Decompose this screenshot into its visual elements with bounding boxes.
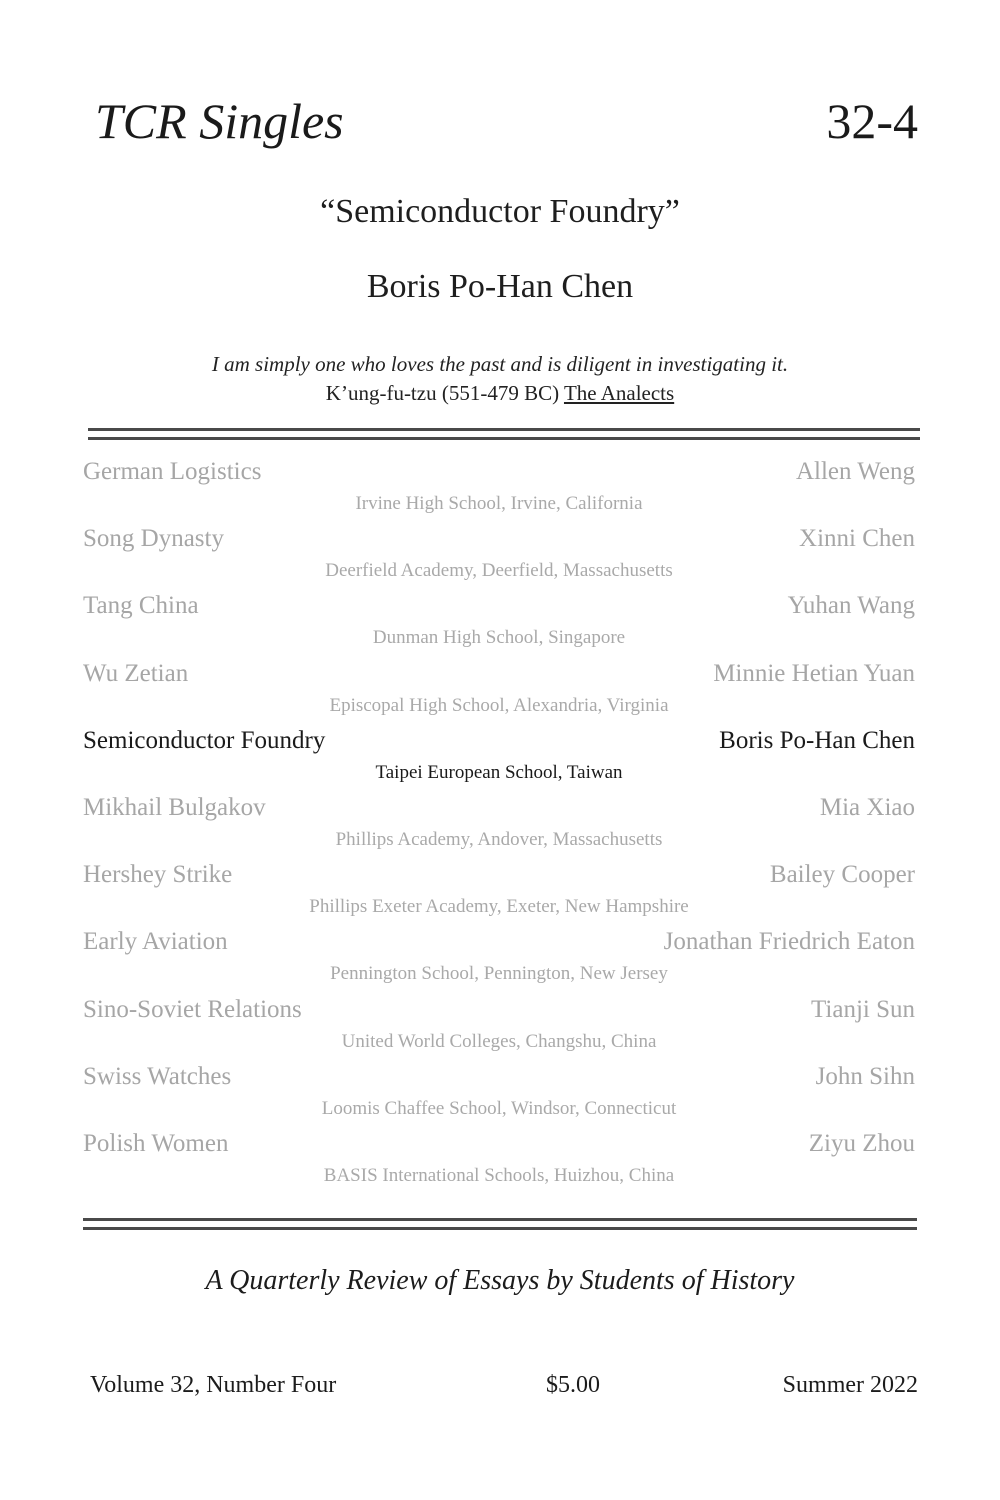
contents-entry xyxy=(83,660,915,727)
entry-topic: Song Dynasty xyxy=(83,525,224,553)
footer-volume: Volume 32, Number Four xyxy=(90,1372,337,1398)
footer-price: $5.00 xyxy=(546,1372,600,1398)
entry-topic: Sino-Soviet Relations xyxy=(83,995,302,1023)
entry-school: Phillips Academy, Andover, Massachusetts xyxy=(335,828,663,850)
contents-entry xyxy=(83,794,915,861)
entry-author: Minnie Hetian Yuan xyxy=(713,659,915,687)
entry-author: Tianji Sun xyxy=(811,995,915,1023)
essay-title: “Semiconductor Foundry” xyxy=(320,193,680,230)
epigraph-source xyxy=(0,379,1000,408)
entry-author: Xinni Chen xyxy=(799,525,915,553)
contents-entry xyxy=(83,861,915,928)
contents-list xyxy=(83,458,915,1197)
contents-entry xyxy=(83,525,915,592)
entry-school: Phillips Exeter Academy, Exeter, New Hampshire xyxy=(309,896,689,918)
epigraph-attribution: K’ung-fu-tzu (551-479 BC) xyxy=(325,381,560,405)
epigraph-book: The Analects xyxy=(563,381,675,405)
essay-author: Boris Po-Han Chen xyxy=(366,268,634,305)
entry-topic: German Logistics xyxy=(83,458,262,485)
footer-season: Summer 2022 xyxy=(782,1372,918,1398)
contents-entry-current xyxy=(83,727,915,794)
entry-school: Episcopal High School, Alexandria, Virginia xyxy=(329,694,669,716)
journal-tagline: A Quarterly Review of Essays by Students of History xyxy=(205,1265,795,1296)
contents-entry xyxy=(83,1130,915,1197)
entry-author: Mia Xiao xyxy=(819,793,915,821)
entry-school: Deerfield Academy, Deerfield, Massachusetts xyxy=(325,560,673,582)
contents-entry xyxy=(83,592,915,659)
entry-topic: Semiconductor Foundry xyxy=(83,726,326,754)
entry-school: Irvine High School, Irvine, California xyxy=(355,493,643,514)
entry-topic: Polish Women xyxy=(83,1129,229,1157)
entry-author: John Sihn xyxy=(815,1062,915,1090)
entry-author: Yuhan Wang xyxy=(787,592,915,620)
contents-entry xyxy=(83,1063,915,1130)
entry-topic: Tang China xyxy=(83,592,199,620)
entry-author: Boris Po-Han Chen xyxy=(719,726,915,754)
series-title: TCR Singles xyxy=(95,93,344,149)
entry-topic: Swiss Watches xyxy=(83,1062,232,1090)
entry-school: Taipei European School, Taiwan xyxy=(375,761,623,783)
entry-school: United World Colleges, Changshu, China xyxy=(341,1030,657,1052)
entry-topic: Wu Zetian xyxy=(83,659,189,687)
entry-school: Pennington School, Pennington, New Jersey xyxy=(330,963,668,985)
contents-entry xyxy=(83,458,915,525)
entry-author: Allen Weng xyxy=(795,458,915,485)
entry-author: Bailey Cooper xyxy=(769,861,915,889)
epigraph xyxy=(0,350,1000,408)
entry-topic: Mikhail Bulgakov xyxy=(83,793,266,821)
issue-code: 32-4 xyxy=(826,93,918,149)
contents-entry xyxy=(83,996,915,1063)
entry-author: Ziyu Zhou xyxy=(808,1129,915,1157)
epigraph-quote: I am simply one who loves the past and is diligent in investigating it. xyxy=(211,352,789,376)
entry-author: Jonathan Friedrich Eaton xyxy=(663,928,915,956)
entry-school: Dunman High School, Singapore xyxy=(372,627,626,649)
top-double-rule xyxy=(88,428,920,440)
entry-school: BASIS International Schools, Huizhou, China xyxy=(323,1164,675,1186)
bottom-double-rule xyxy=(83,1218,917,1230)
contents-entry xyxy=(83,928,915,995)
entry-topic: Hershey Strike xyxy=(83,861,233,889)
entry-school: Loomis Chaffee School, Windsor, Connecticut xyxy=(321,1097,677,1119)
entry-topic: Early Aviation xyxy=(83,928,228,956)
